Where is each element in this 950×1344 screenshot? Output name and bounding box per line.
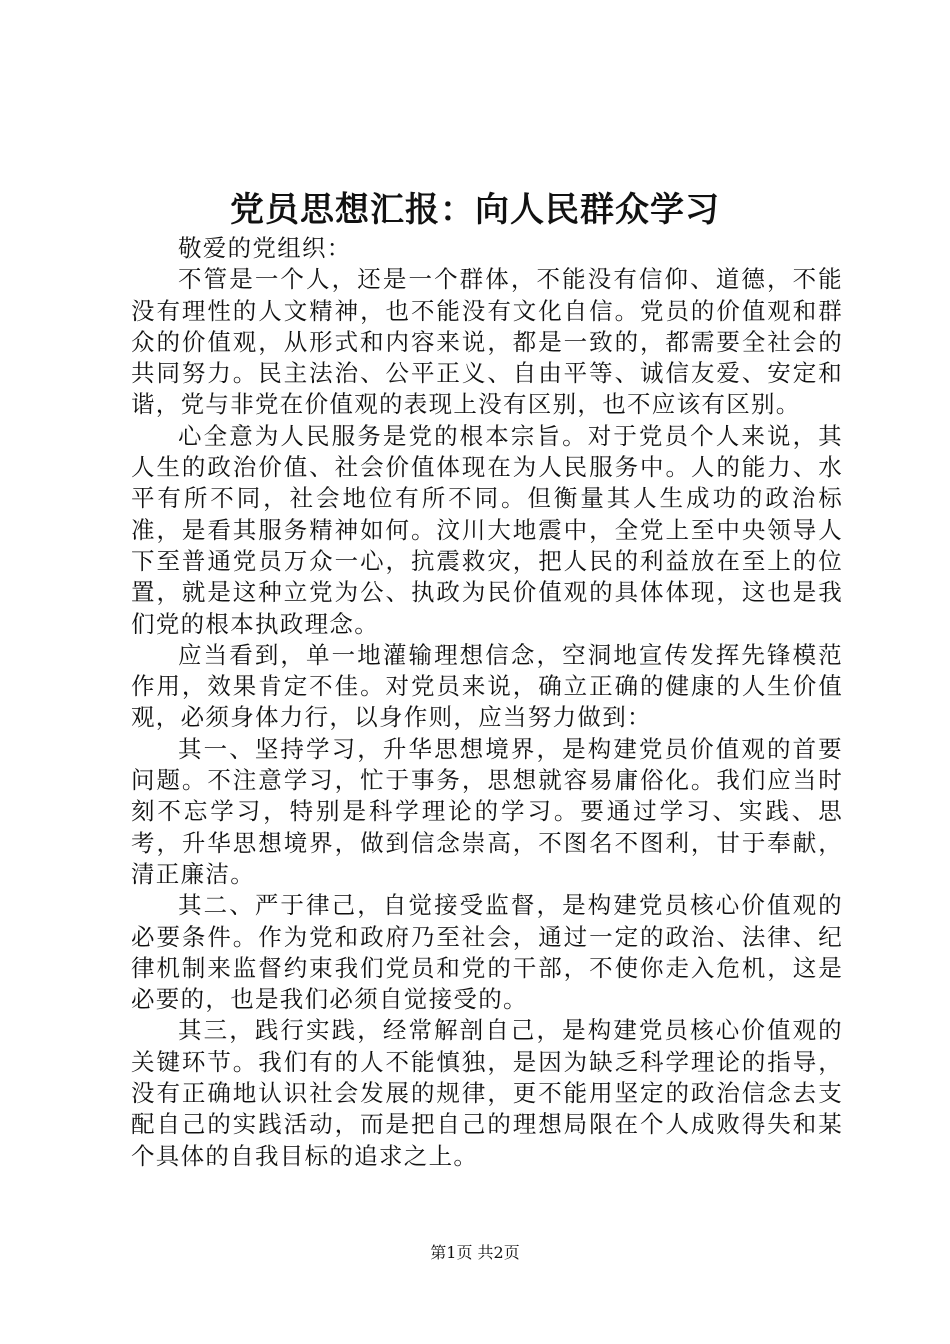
salutation: 敬爱的党组织：	[178, 234, 352, 262]
paragraph-3: 应当看到，单一地灌输理想信念，空洞地宣传发挥先锋模范作用，效果肯定不佳。对党员来说，确立正确的健康的人生价值观，必须身体力行，以身作则，应当努力做到：	[131, 640, 843, 732]
paragraph-4: 其一、坚持学习，升华思想境界，是构建党员价值观的首要问题。不注意学习，忙于事务，思想就容易庸俗化。我们应当时刻不忘学习，特别是科学理论的学习。要通过学习、实践、思考，升华思想境界，做到信念崇高，不图名不图利，甘于奉献，清正廉洁。	[131, 734, 843, 888]
paragraph-5: 其二、严于律己，自觉接受监督，是构建党员核心价值观的必要条件。作为党和政府乃至社会，通过一定的政治、法律、纪律机制来监督约束我们党员和党的干部，不使你走入危机，这是必要的，也是我们必须自觉接受的。	[131, 891, 843, 1014]
paragraph-6: 其三，践行实践，经常解剖自己，是构建党员核心价值观的关键环节。我们有的人不能慎独，是因为缺乏科学理论的指导，没有正确地认识社会发展的规律，更不能用坚定的政治信念去支配自己的实践活动，而是把自己的理想局限在个人成败得失和某个具体的自我目标的追求之上。	[131, 1016, 843, 1170]
document-title: 党员思想汇报：向人民群众学习	[230, 190, 720, 230]
page-footer: 第1页 共2页	[430, 1243, 520, 1262]
paragraph-1: 不管是一个人，还是一个群体，不能没有信仰、道德，不能没有理性的人文精神，也不能没有文化自信。党员的价值观和群众的价值观，从形式和内容来说，都是一致的，都需要全社会的共同努力。民主法治、公平正义、自由平等、诚信友爱、安定和谐，党与非党在价值观的表现上没有区别，也不应该有区别。	[131, 265, 843, 419]
document-body	[131, 233, 843, 1172]
paragraph-2: 心全意为人民服务是党的根本宗旨。对于党员个人来说，其人生的政治价值、社会价值体现在为人民服务中。人的能力、水平有所不同，社会地位有所不同。但衡量其人生成功的政治标准，是看其服务精神如何。汶川大地震中，全党上至中央领导人下至普通党员万众一心，抗震救灾，把人民的利益放在至上的位置，就是这种立党为公、执政为民价值观的具体体现，这也是我们党的根本执政理念。	[131, 421, 843, 638]
